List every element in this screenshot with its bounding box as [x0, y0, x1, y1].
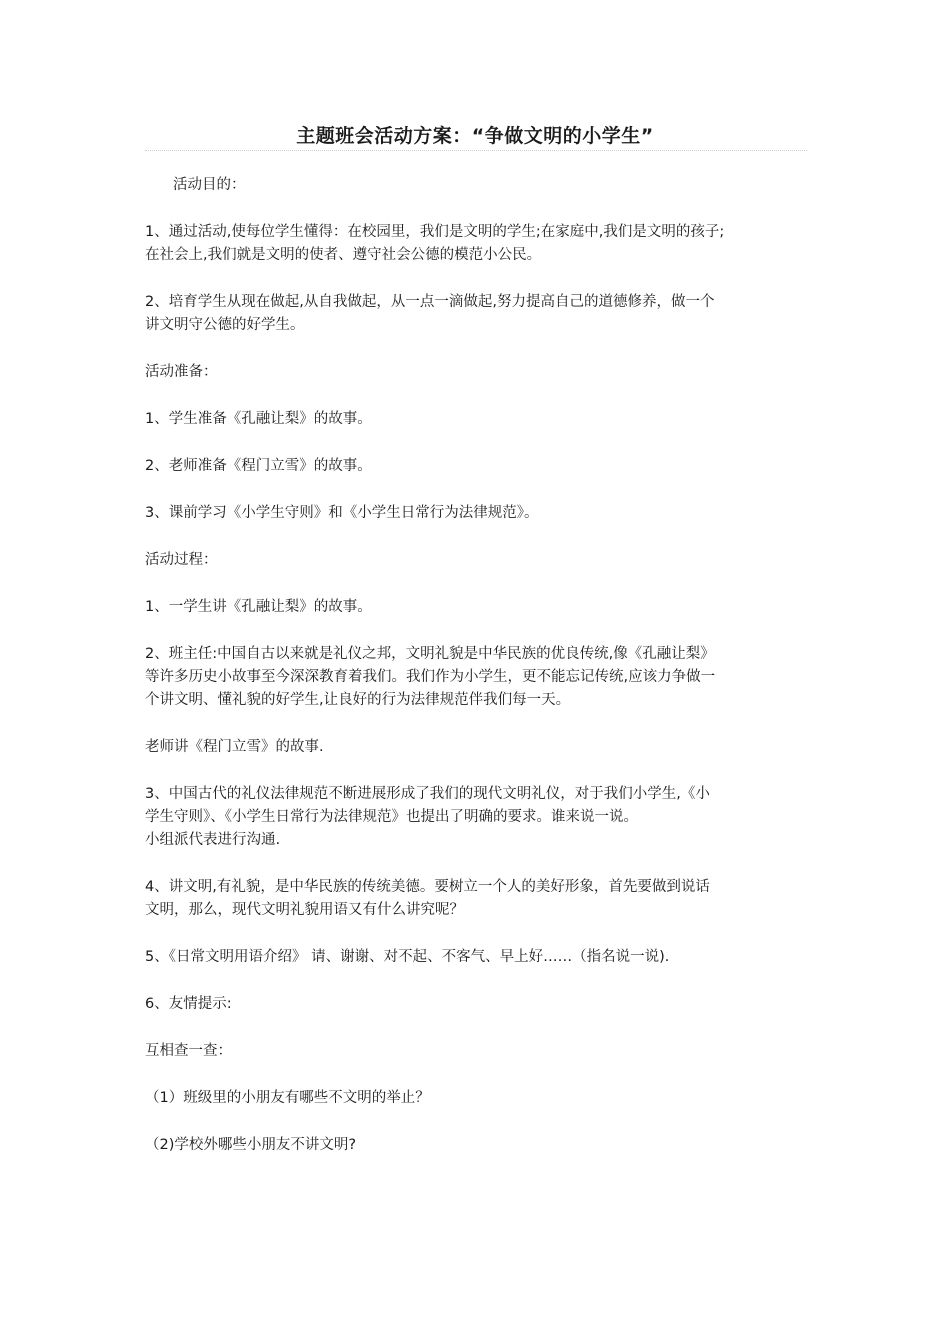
paragraph-line: 1、一学生讲《孔融让梨》的故事。 — [145, 599, 372, 615]
paragraph-line: 讲文明守公德的好学生。 — [145, 317, 305, 333]
paragraph — [145, 549, 810, 572]
paragraph-line: 2、班主任:中国自古以来就是礼仪之邦，文明礼貌是中华民族的优良传统,像《孔融让梨》 — [145, 646, 715, 662]
paragraph-line: 2、培育学生从现在做起,从自我做起，从一点一滴做起,努力提高自己的道德修养，做一个 — [145, 294, 715, 310]
paragraph — [145, 1087, 810, 1110]
paragraph-line: 老师讲《程门立雪》的故事. — [145, 739, 324, 755]
paragraph-line: 2、老师准备《程门立雪》的故事。 — [145, 458, 372, 474]
paragraph-line: 活动过程： — [145, 552, 218, 568]
paragraph — [145, 291, 810, 337]
paragraph-line: 小组派代表进行沟通. — [145, 832, 281, 848]
paragraph — [145, 174, 810, 197]
paragraph — [145, 455, 810, 478]
paragraph-line: 等许多历史小故事至今深深教育着我们。我们作为小学生，更不能忘记传统,应该力争做一 — [145, 669, 716, 685]
document-body — [145, 174, 810, 1157]
paragraph — [145, 643, 810, 712]
paragraph — [145, 736, 810, 759]
paragraph-line: （1）班级里的小朋友有哪些不文明的举止？ — [145, 1090, 430, 1106]
paragraph-line: 文明，那么，现代文明礼貌用语又有什么讲究呢？ — [145, 902, 464, 918]
paragraph — [145, 783, 810, 852]
paragraph-line: 1、通过活动,使每位学生懂得：在校园里，我们是文明的学生;在家庭中,我们是文明的孩子; — [145, 224, 725, 240]
paragraph-line: 互相查一查： — [145, 1043, 232, 1059]
paragraph — [145, 361, 810, 384]
paragraph-line: 活动准备： — [145, 364, 218, 380]
paragraph — [145, 502, 810, 525]
paragraph — [145, 1134, 810, 1157]
paragraph-line: 6、友情提示: — [145, 996, 232, 1012]
paragraph-line: 5、《日常文明用语介绍》 请、谢谢、对不起、不客气、早上好……（指名说一说). — [145, 949, 670, 965]
paragraph-line: 1、学生准备《孔融让梨》的故事。 — [145, 411, 372, 427]
paragraph — [145, 596, 810, 619]
paragraph-line: 个讲文明、懂礼貌的好学生,让良好的行为法律规范伴我们每一天。 — [145, 692, 571, 708]
paragraph — [145, 221, 810, 267]
paragraph-line: （2)学校外哪些小朋友不讲文明? — [145, 1137, 357, 1153]
paragraph — [145, 993, 810, 1016]
paragraph-line: 3、中国古代的礼仪法律规范不断进展形成了我们的现代文明礼仪，对于我们小学生,《小 — [145, 786, 710, 802]
paragraph-line: 在社会上,我们就是文明的使者、遵守社会公德的模范小公民。 — [145, 247, 542, 263]
paragraph-line: 3、课前学习《小学生守则》和《小学生日常行为法律规范》。 — [145, 505, 539, 521]
paragraph — [145, 1040, 810, 1063]
paragraph-line: 学生守则》、《小学生日常行为法律规范》也提出了明确的要求。谁来说一说。 — [145, 809, 638, 825]
paragraph — [145, 946, 810, 969]
paragraph — [145, 876, 810, 922]
paragraph — [145, 408, 810, 431]
document-title: 主题班会活动方案：“争做文明的小学生” — [296, 125, 654, 147]
paragraph-line: 4、讲文明,有礼貌，是中华民族的传统美德。要树立一个人的美好形象，首先要做到说话 — [145, 879, 710, 895]
paragraph-line: 活动目的： — [173, 177, 246, 193]
title-divider — [145, 150, 807, 151]
